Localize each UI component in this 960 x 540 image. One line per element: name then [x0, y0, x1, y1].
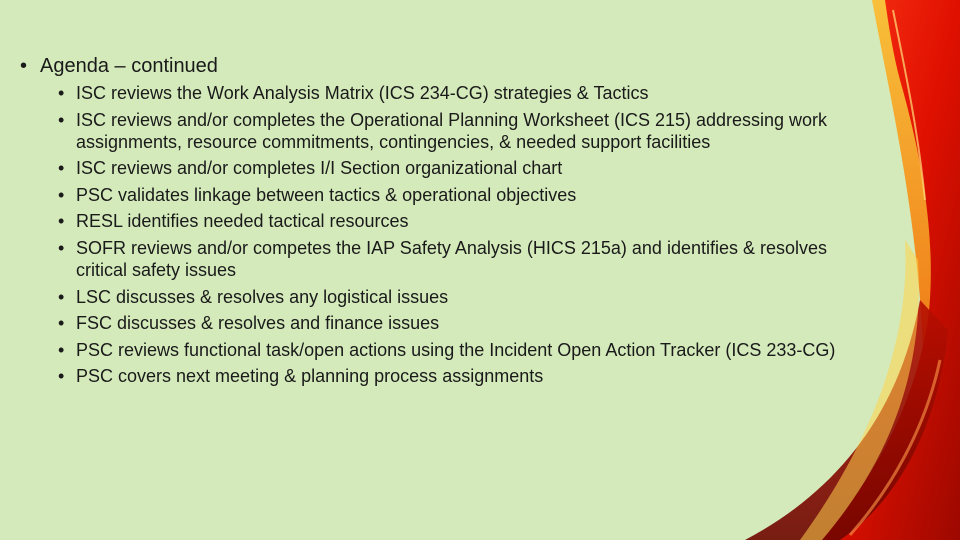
bullet-dot: • — [58, 237, 65, 258]
bullet-dot: • — [58, 339, 65, 360]
slide-content — [20, 54, 880, 392]
bullet-dot: • — [58, 313, 65, 334]
bullet-dot: • — [58, 83, 65, 103]
list-item-text: ISC reviews and/or completes I/I Section organizational chart — [76, 158, 563, 179]
list-item — [58, 184, 880, 206]
agenda-heading — [20, 54, 880, 78]
bullet-dot: • — [20, 55, 28, 77]
bullet-dot: • — [58, 184, 65, 205]
list-item — [58, 210, 880, 232]
bullet-dot: • — [58, 109, 65, 130]
list-item-text: PSC covers next meeting & planning process assignments — [76, 366, 544, 387]
list-item-text: RESL identifies needed tactical resources — [76, 211, 409, 232]
list-item-text: PSC reviews functional task/open actions using the Incident Open Action Tracker (ICS 233-CG) — [76, 339, 836, 360]
list-item — [58, 365, 880, 387]
list-item — [58, 237, 880, 281]
list-item-text: ISC reviews the Work Analysis Matrix (ICS 234-CG) strategies & Tactics — [76, 83, 649, 103]
agenda-heading-text: Agenda – continued — [40, 55, 218, 77]
list-item — [58, 339, 880, 361]
list-item-text: ISC reviews and/or completes the Operational Planning Worksheet (ICS 215) addressing work assignments, resource commitments, contingencies, & needed support facilities — [76, 109, 828, 152]
list-item-text: PSC validates linkage between tactics & operational objectives — [76, 184, 577, 205]
list-item — [58, 286, 880, 308]
list-item — [58, 82, 880, 104]
agenda-bullet-list — [20, 82, 880, 387]
bullet-dot: • — [58, 286, 65, 307]
list-item-text: SOFR reviews and/or competes the IAP Safety Analysis (HICS 215a) and identifies & resolves critical safety issues — [76, 237, 828, 280]
list-item — [58, 157, 880, 179]
list-item-text: FSC discusses & resolves and finance issues — [76, 313, 440, 334]
bullet-dot: • — [58, 211, 65, 232]
bullet-dot: • — [58, 158, 65, 179]
list-item — [58, 312, 880, 334]
list-item — [58, 109, 880, 153]
bullet-dot: • — [58, 366, 65, 387]
list-item-text: LSC discusses & resolves any logistical issues — [76, 286, 449, 307]
